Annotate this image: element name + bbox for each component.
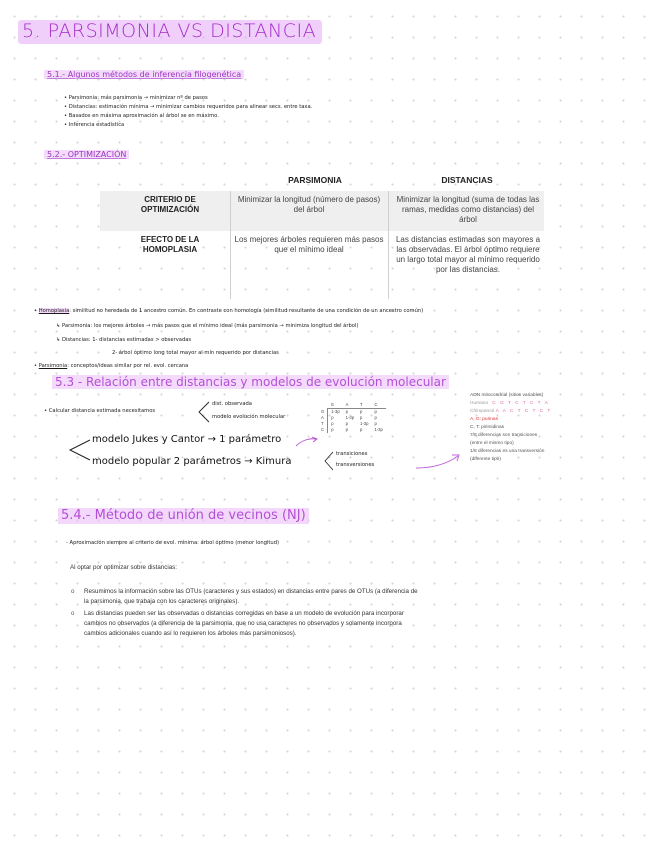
matrix-col-header: T — [357, 402, 371, 409]
parsimonia-text: : conceptos/ideas similar por rel. evol. cercana — [67, 363, 189, 369]
section-5-1-heading-text: 5.1.- Algunos métodos de inferencia filogenética — [44, 70, 244, 79]
nj-bullet: - Aproximación siempre al criterio de evol. mínima: árbol óptimo (menor longitud) — [66, 540, 280, 546]
purinas-text: A, G: purinas — [470, 417, 498, 422]
page-title — [18, 20, 322, 42]
matrix-cell: p — [374, 409, 377, 414]
table-divider — [230, 191, 231, 299]
side-line: (diferente tipo) — [470, 457, 501, 462]
homoplasia-note: • Homoplasia: similitud no heredada de 1 ancestro común. En contraste con homología (similitud resultante de una condición de un ancestro común) — [34, 308, 424, 314]
section-5-1-heading — [44, 70, 244, 79]
distance-bullet: • Calcular distancia estimada necesitamos — [44, 408, 156, 414]
kimura-brace-icon — [322, 450, 334, 472]
mtdna-title: ADN mitocondrial (sitios variables) — [470, 393, 544, 398]
chimp-label: Chimpancé — [470, 409, 495, 414]
matrix-row-header: C — [318, 427, 328, 433]
human-seq: C G T C T C T A — [492, 401, 550, 406]
kimura-transversiones: transversiones — [336, 462, 375, 468]
section-5-2-heading-text: 5.2.- OPTIMIZACIÓN — [44, 150, 129, 159]
table-cell: Los mejores árboles requieren más pasos que el mínimo ideal — [234, 235, 384, 254]
matrix-row-header: T — [318, 421, 328, 427]
section-5-4-heading-text: 5.4.- Método de unión de vecinos (NJ) — [58, 508, 309, 524]
matrix-col-header: A — [343, 402, 357, 409]
matrix-cell: p — [345, 427, 348, 432]
matrix-cell: p — [331, 415, 334, 420]
matrix-cell: p — [374, 421, 377, 426]
matrix-cell: p — [331, 427, 334, 432]
parsimonia-note: • Parsimonia: conceptos/ideas similar por rel. evol. cercana — [34, 363, 189, 369]
list-item: o Las distancias pueden ser las observadas o distancias corregidas en base a un modelo de evolución para incorporar cambios no observados (a diferencia de la parsimonia, que no usa caracteres no observados y solamente incorpora cambios adicionales cuando así lo requieren los árboles más parsimoniosos). — [84, 609, 422, 639]
matrix-row-header: A — [318, 415, 328, 421]
table-header-parsimonia: PARSIMONIA — [288, 175, 342, 185]
homoplasia-label: Homoplasia — [38, 308, 70, 314]
matrix-cell: p — [360, 415, 363, 420]
brace-bottom-text: modelo evolución molecular — [212, 414, 286, 420]
substitution-matrix — [318, 402, 386, 433]
side-line: 1/8 diferencias es una transversión — [470, 449, 545, 454]
human-label: Humano — [470, 401, 489, 406]
matrix-row-header: G — [318, 409, 328, 416]
section-5-4-heading — [58, 508, 309, 523]
table-cell: Minimizar la longitud (suma de todas las ramas, medidas como distancias) del árbol — [396, 195, 540, 224]
homoplasia-sub-distancias-2: 2- árbol óptimo long total mayor al mín requerido por distancias — [112, 350, 279, 356]
nj-intro: Al optar por optimizar sobre distancias: — [70, 564, 177, 571]
matrix-cell: 1-3p — [374, 427, 383, 432]
brace-icon — [196, 400, 210, 424]
table-header-distancias: DISTANCIAS — [441, 175, 493, 185]
side-line: (entre el mismo tipo) — [470, 441, 514, 446]
table-row-label: EFECTO DE LA HOMOPLASIA — [140, 235, 200, 254]
kimura-transiciones: transiciones — [336, 451, 368, 457]
matrix-cell: 1-3p — [345, 415, 355, 420]
matrix-cell: 1-3p — [331, 409, 340, 414]
matrix-cell: p — [360, 409, 363, 414]
table-divider — [388, 191, 389, 299]
section-5-3-heading-text: 5.3 - Relación entre distancias y modelos de evolución molecular — [52, 375, 449, 389]
homoplasia-text: : similitud no heredada de 1 ancestro común. En contraste con homología (similitud resultante de una condición de un ancestro común) — [69, 308, 424, 314]
parsimonia-label: Parsimonia — [38, 363, 68, 369]
model-jukes-cantor: modelo Jukes y Cantor → 1 parámetro — [92, 434, 282, 445]
mtdna-note — [470, 392, 552, 464]
chimp-seq: A A C T C T C T — [495, 409, 552, 414]
matrix-cell: p — [374, 415, 377, 420]
homoplasia-sub-distancias: ↳ Distancias: 1- distancias estimadas > observadas — [56, 337, 192, 343]
section-5-2-heading — [44, 150, 129, 159]
table-cell: Las distancias estimadas son mayores a las observadas. El árbol óptimo requiere un largo total mayor al mínimo requerido por las distancias. — [395, 235, 541, 274]
list-item: • Inferencia estadística — [64, 121, 312, 130]
models-brace-icon — [66, 436, 92, 464]
nj-paragraph — [70, 563, 422, 641]
list-item: • Basados en máxima aproximación al árbol se en máximo. — [64, 112, 312, 121]
list-item: • Parsimonia: más parsimonia → minimizar nº de pasos — [64, 94, 312, 103]
arrow-icon — [294, 436, 320, 448]
list-item: o Resumimos la información sobre las OTUs (caracteres y sus estados) en distancias entre pares de OTUs (a diferencia de la parsimonia, que trabaja con los caracteres originales). — [84, 587, 422, 607]
table-row-label: CRITERIO DE OPTIMIZACIÓN — [140, 195, 200, 214]
matrix-col-header: C — [371, 402, 385, 409]
arrow-to-notes-icon — [414, 452, 462, 472]
pirimidinas-text: C, T: pirimidinas — [470, 425, 505, 430]
section-5-3-heading — [52, 375, 449, 389]
side-line: 7/8 diferencias son transiciones — [470, 433, 538, 438]
matrix-cell: p — [345, 409, 348, 414]
brace-top-text: dist. observada — [212, 401, 252, 407]
table-cell: Minimizar la longitud (número de pasos) del árbol — [237, 195, 381, 214]
matrix-cell: p — [345, 421, 348, 426]
matrix-cell: 1-3p — [360, 421, 369, 426]
matrix-cell: p — [331, 421, 334, 426]
section-5-1-list — [64, 94, 312, 130]
matrix-col-header: G — [328, 402, 343, 409]
homoplasia-sub-parsimonia: ↳ Parsimonia: los mejores árboles → más pasos que el mínimo ideal (más parsimonia → minimiza longitud del árbol) — [56, 323, 359, 329]
matrix-cell: p — [360, 427, 363, 432]
model-kimura: modelo popular 2 parámetros → Kimura — [92, 456, 292, 467]
page-title-text: 5. PARSIMONIA VS DISTANCIA — [18, 20, 322, 44]
distance-bullet-text: Calcular distancia estimada necesitamos — [48, 408, 156, 414]
list-item: • Distancias: estimación mínima → minimizar cambios requeridos para alinear secs. entre taxa. — [64, 103, 312, 112]
